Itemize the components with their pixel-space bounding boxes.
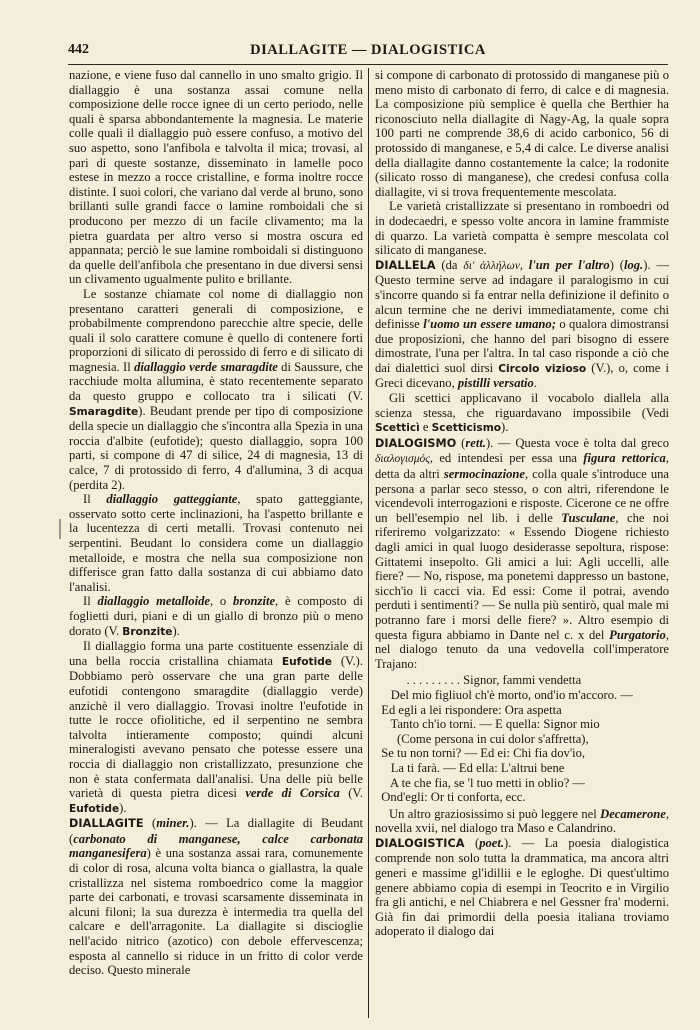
domain-label: miner.: [156, 816, 190, 831]
domain-label: log.: [623, 257, 644, 272]
text-run: , nel dialogo tenuto da una vedovella coll'imperatore Trajano:: [375, 627, 669, 671]
text-run: (V.). Dobbiamo però osservare che una gran parte delle eufotidi contengono smaragdite (diallaggio verde) anzichè il vero diallaggio. Trovasi inoltre l'eufotide in tutte le rocce ofiolitiche, ed il serpentino ne sembra talvolta intieramente composto; quindi alcuni mineralogisti avevano pensato che potesse essere una roccia di diallaggio non cristallizzato, presunzione che non è stata confermata dall'analisi. Una delle più belle varietà di questa pietra dicesi: [69, 653, 363, 801]
term: carbonato di manganese, calce carbonata manganesifera: [69, 831, 363, 861]
paragraph: [69, 639, 363, 816]
text-run: , novella xvii, nel dialogo tra Maso e Calandrino.: [375, 806, 669, 836]
term: verde di Corsica: [245, 786, 340, 801]
text-run: o qualora dimostransi due proposizioni, che hanno del pari bisogno di essere dimostrate, l'una per l'altra. In tal caso risponde a ciò che dai dialettici suol dirsi: [375, 317, 669, 375]
page-number: 442: [68, 42, 89, 57]
running-head: DIALLAGITE — DIALOGISTICA: [250, 42, 486, 58]
term: sermocinazione: [443, 467, 525, 482]
term: diallaggio gatteggiante: [106, 492, 238, 507]
entry-dialogismo: [375, 436, 669, 672]
cross-reference: Smaragdite: [69, 405, 139, 418]
verse-line: . . . . . . . . . Signor, fammi vendetta: [375, 673, 582, 688]
verse-line: Ond'egli: Or ti conforta, ecc.: [375, 790, 526, 805]
text-run: ).: [119, 800, 127, 815]
text-run: di Saussure, che racchiude molta allumina, è stato recentemente separato da questo gruppo e collocato tra i silicati (V.: [69, 359, 363, 404]
paragraph: [375, 807, 669, 836]
left-column: [69, 68, 363, 1018]
text-run: ). — Questa voce è tolta dal greco: [485, 435, 669, 450]
text-run: Le sostanze chiamate col nome di diallaggio non presentano caratteri generali di composizione, e probabilmente comprendono parecchie altre specie, delle quali il solo carattere comune è quello di contenere forti proporzioni di silicato di perossido di ferro e di silicato di magnesia. Il: [69, 286, 363, 374]
text-run: ) è una sostanza assai rara, comunemente di color di rosa, alcuna volta bianca o giallastra, la quale cristallizza nel sistema romboedrico come la maggior parte dei carbonati, e trovasi scarsamente disseminata in alcuni filoni; la sua durezza è intermedia tra quella del calcare e dell'arragonite. La diallagite si discioglie nell'acido nitrico (azotico) con debole effervescenza; esposta al cannello si riduce in un fritto di color verde deciso. Questo minerale: [69, 846, 363, 978]
text-run: ) (: [609, 257, 624, 272]
text-run: , o: [209, 594, 234, 609]
paragraph: [375, 391, 669, 436]
paragraph: [69, 287, 363, 492]
paragraph: si compone di carbonato di protossido di manganese più o meno misto di carbonato di ferro, di calce e di magnesia. La composizione più semplice è quella che Berthier ha riconosciuto nella diallagite di Nagy-Ag, la quale sopra 100 parti ne comprende 38,6 di acido carbonico, 56 di protossido di manganese, e 5,4 di calce. Le diverse analisi della diallagite danno costantemente la calce; la rodonite (silicato rosso di manganese), che credesi confusa colla diallagite, vi si trova frequentemente mescolata.: [375, 68, 669, 199]
verse-line: (Come persona in cui dolor s'affretta),: [375, 731, 589, 746]
term: bronzite: [233, 594, 276, 609]
term: l'un per l'altro: [528, 257, 610, 272]
cross-reference: Eufotide: [69, 802, 120, 815]
entry-diallela: [375, 258, 669, 391]
verse-line: Del mio figliuol ch'è morto, ond'io m'accoro. —: [375, 687, 633, 702]
text-run: ).: [172, 623, 180, 638]
headword: DIALLELA: [375, 258, 436, 272]
verse-line: La ti farà. — Ed ella: L'altrui bene: [375, 760, 565, 775]
verse-line: Tanto ch'io torni. — E quella: Signor mio: [375, 717, 600, 732]
greek-text: διαλογισμός: [375, 453, 430, 466]
text-run: , ed intendesi per essa una: [429, 451, 584, 466]
term: Tusculane: [561, 510, 616, 525]
text-run: Un altro graziosissimo si può leggere nel: [389, 806, 601, 821]
text-run: , che noi riferiremo volgarizzato: « Essendo Diogene richiesto dagli amici in qual luogo desiderasse sepoltura, rispose: Gittatemi insepolto. Gli amici a lui: Agli uccelli, alle fiere? — No, rispose, ma ponetemi dappresso un bastone, sicch'io li cacci via. Ed essi: Come il potrai, avendo perduti i sentimenti? — Se nulla più sentirò, qual male mi potranno fare i morsi delle fiere? ». Altro esempio di questa figura abbiamo in Dante nel c. x del: [375, 510, 669, 642]
text-run: Il diallaggio forma una parte costituente essenziale di una bella roccia cristallina chiamata: [69, 639, 363, 668]
cross-reference: Scetticì: [375, 422, 420, 435]
entry-diallagite: [69, 816, 363, 978]
text-run: (: [464, 835, 480, 850]
domain-label: rett.: [465, 435, 486, 450]
text-run: ). — La diallagite di Beudant (: [69, 816, 363, 846]
cross-reference: Scetticismo: [431, 422, 502, 435]
text-run: (da: [435, 257, 464, 272]
text-run: ,: [519, 257, 529, 272]
text-run: (V.), o, come i Greci dicevano,: [375, 360, 669, 391]
verse-line: Se tu non torni? — Ed ei: Chi fia dov'io,: [375, 746, 586, 761]
verse-line: A te che fia, se 'l tuo metti in oblio? —: [375, 775, 586, 790]
term: figura rettorica: [583, 451, 666, 466]
text-run: Il: [83, 492, 107, 507]
text-run: , è composto di foglietti duri, piani e di un giallo di bronzo più o meno dorato (V.: [69, 594, 363, 638]
page-header: [68, 40, 668, 65]
term: diallaggio metalloide: [97, 594, 210, 609]
text-run: , spato gatteggiante, osservato sotto certe inclinazioni, ha l'aspetto brillante e la lucentezza di certi metalli. Trovasi contenuto nei serpentini. Beudant lo considera come un diallaggio metalloide, e mostra che nella sua composizione non differisce gran fatto dalla sostanza di cui abbiamo dato l'analisi.: [69, 492, 363, 594]
entry-dialogistica: [375, 836, 669, 939]
paragraph: [69, 594, 363, 639]
headword: DIALOGISMO: [375, 436, 457, 450]
paragraph: nazione, e viene fuso dal cannello in uno smalto grigio. Il diallaggio è una sostanza assai comune nella composizione delle rocce ignee di un certo periodo, nelle quali è sparsa abbondantemente la magnesia. Le materie colle quali il diallaggio può essere confuso, a motivo del suo aspetto, sono l'anfibola e talvolta il mica; trovasi, al pari di queste sostanze, disseminato in lamelle poco estese in mezzo a rocce cristalline, e forma inoltre rocce distinte. I suoi colori, che variano dal verde al bruno, sono brillanti sulle grandi facce o lamine romboidali che si producono per mezzo di un facile clivamento; ma la pietra guardata per altro verso si mostra oscura ed appannata; perciò le sue lamine romboidali si distinguono da quelle dell'anfibola che presentano in due diversi sensi un clivamento ugualmente pulito e brillante.: [69, 68, 363, 287]
margin-mark: [58, 519, 62, 539]
domain-label: poet.: [479, 835, 505, 850]
column-divider: [368, 68, 369, 1018]
text-run: ).: [501, 420, 509, 435]
cross-reference: Bronzite: [122, 625, 173, 638]
term: l'uomo un essere umano;: [423, 317, 556, 332]
text-run: .: [533, 376, 537, 391]
cross-reference: Eufotide: [281, 655, 332, 668]
text-run: , colla quale s'introduce una persona a parlar seco stesso, o con altri, riferendone le vicendevoli interrogazioni e risposte. Cicerone ce ne offre un bell'esempio nel lib. i delle: [375, 467, 669, 525]
headword: DIALOGISTICA: [375, 836, 465, 850]
paragraph: Le varietà cristallizzate si presentano in romboedri od in dodecaedri, e spesso volte ancora in lamine frammiste di quarzo. La varietà compatta è sempre mescolata col silicato di manganese.: [375, 199, 669, 258]
text-run: ). — La poesia dialogistica comprende non solo tutta la drammatica, ma ancora altri generi e massime gl'idillii e le egloghe. Di quest'ultimo genere abbiamo copia di esempi in Teocrito e in Virgilio fra gli antichi, e nel Chiabrera e nel Gessner fra' moderni. Già fin dai primordii della poesia italiana troviamo adoperato il dialogo dai: [375, 835, 669, 939]
term: pistilli versatio: [457, 376, 534, 391]
headword: DIALLAGITE: [69, 817, 144, 831]
term: diallaggio verde smaragdite: [134, 359, 278, 374]
verse-quote: [375, 673, 669, 804]
text-run: e: [419, 420, 432, 435]
text-run: (: [143, 816, 157, 831]
text-run: , detta da altri: [375, 451, 669, 482]
text-run: Il: [83, 594, 98, 609]
term: Purgatorio: [609, 627, 666, 642]
text-run: ). Beudant prende per tipo di composizione della specie un diallaggio che s'incontra alla Spezia in una roccia d'albite (eufotide); questo diallaggio, sopra 100 parti, si compone di 47 di silice, 24 di magnesia, 13 di calce, 7 di protossido di ferro, 4 d'allumina, 3 di acqua (perdita 2).: [69, 403, 363, 492]
cross-reference: Circolo vizioso: [498, 362, 587, 375]
right-column: [375, 68, 669, 1018]
verse-line: Ed egli a lei rispondere: Ora aspetta: [375, 702, 562, 717]
text-run: ). — Questo termine serve ad indagare il paralogismo in cui s'incorre quando si fa entrar nella definizione il definito o alcun termine che ne derivi immediatamente, come chi definisse: [375, 257, 669, 332]
text-run: Gli scettici applicavano il vocabolo diallela alla scienza stessa, che riguardavano impossibile (Vedi: [375, 391, 669, 420]
text-run: (: [456, 435, 466, 450]
greek-text: δι' ἀλλήλων: [463, 259, 520, 272]
paragraph: [69, 492, 363, 594]
text-run: (V.: [339, 786, 363, 801]
term: Decamerone: [600, 806, 666, 821]
